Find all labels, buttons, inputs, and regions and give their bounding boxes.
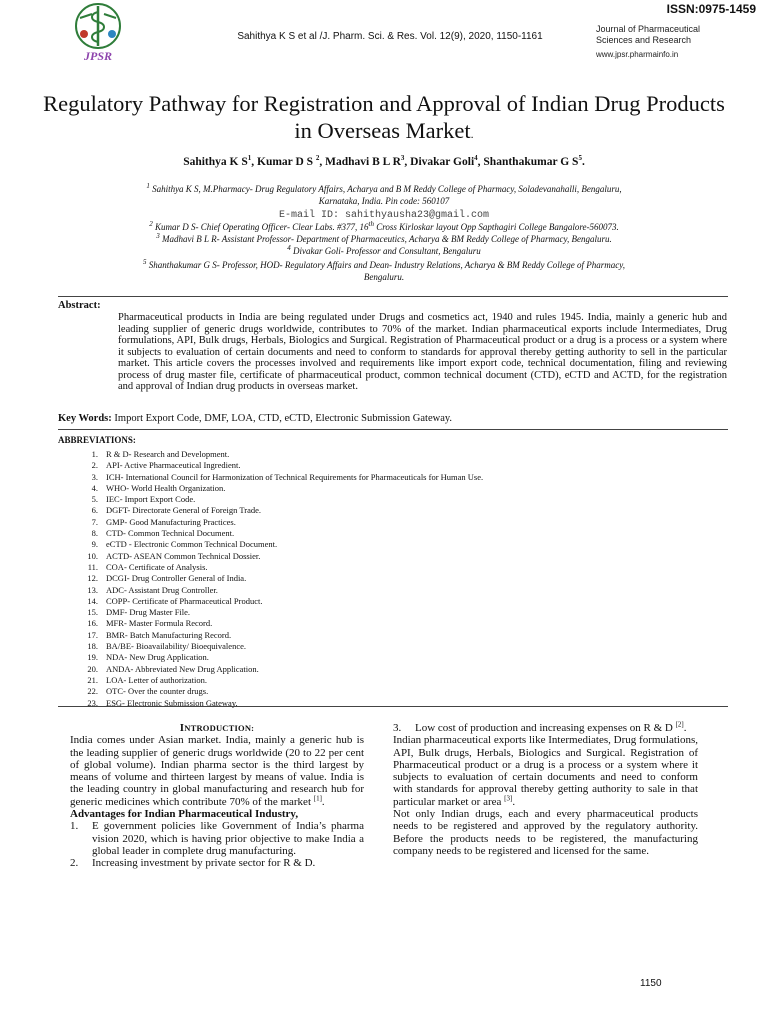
abbreviation-text: NDA- New Drug Application. (106, 652, 209, 663)
affiliation-5-line2: Bengaluru. (363, 272, 405, 282)
keywords-label: Key Words: (58, 413, 112, 424)
abbreviation-number: 1. (91, 449, 98, 459)
abbreviation-number: 5. (91, 494, 98, 505)
abbreviation-number: 3. (91, 471, 98, 482)
author-5: Shanthakumar G S (483, 156, 579, 168)
keywords (58, 413, 728, 424)
author-1: Sahithya K S (183, 156, 248, 168)
title-end: . (470, 127, 474, 141)
advantages-list (70, 820, 364, 869)
abbreviations-list (58, 449, 483, 709)
affiliation-sup: 4 (287, 244, 291, 252)
author-sup: 3 (400, 154, 405, 163)
citation: [2] (675, 720, 684, 729)
abbreviation-item (58, 528, 483, 539)
page-number: 1150 (640, 978, 662, 989)
abbreviation-item (58, 675, 483, 686)
heading-initial: I (179, 722, 185, 734)
abbreviation-text: ACTD- ASEAN Common Technical Dossier. (106, 550, 261, 561)
abbreviation-text: DCGI- Drug Controller General of India. (106, 573, 247, 584)
abbreviation-text: ICH- International Council for Harmonization of Technical Requirements for Pharmaceuticals for Human Use. (106, 471, 484, 482)
abbreviation-text: DGFT- Directorate General of Foreign Trade. (106, 505, 262, 516)
abbreviation-number: 10. (87, 550, 98, 561)
heading-rest: NTRODUCTION: (184, 723, 255, 733)
abbreviations-bottom-rule (58, 706, 728, 707)
author-sep: . (581, 156, 585, 168)
abbreviation-text: LOA- Letter of authorization. (106, 674, 208, 685)
abbreviation-text: OTC- Over the counter drugs. (106, 686, 209, 697)
abbreviation-item (58, 505, 483, 516)
running-head: Sahithya K S et al /J. Pharm. Sci. & Res. Vol. 12(9), 2020, 1150-1161 (237, 31, 543, 42)
list-number: 3. (393, 722, 402, 734)
affiliation-sup: 2 (149, 220, 153, 228)
affiliation-2 (40, 222, 728, 233)
abbreviation-number: 17. (87, 629, 98, 640)
author-3: Madhavi B L R (325, 156, 401, 168)
abbreviation-number: 12. (87, 573, 98, 584)
abbreviation-item (58, 449, 483, 460)
issn: ISSN:0975-1459 (666, 2, 756, 16)
abbreviation-item (58, 573, 483, 584)
abbreviation-number: 2. (91, 460, 98, 471)
right-column (393, 722, 698, 857)
list-item (70, 857, 364, 869)
journal-name: Journal of Pharmaceutical Sciences and Research (596, 24, 701, 45)
abbreviation-item (58, 551, 483, 562)
abbreviations-label: ABBREVIATIONS: (58, 435, 136, 445)
author-sep: , (477, 156, 484, 168)
abbreviation-number: 4. (91, 482, 98, 493)
abbreviation-number: 22. (87, 686, 98, 697)
abbreviation-text: IEC- Import Export Code. (106, 494, 196, 505)
corresponding-email: E-mail ID: sahithyausha23@gmail.com (278, 210, 490, 221)
affiliation-sup: 5 (142, 258, 147, 266)
abbreviation-number: 20. (87, 663, 98, 674)
author-sup: 2 (315, 154, 320, 163)
abbreviation-text: API- Active Pharmaceutical Ingredient. (106, 460, 241, 471)
abbreviation-text: ANDA- Abbreviated New Drug Application. (106, 663, 259, 674)
abbreviation-item (58, 618, 483, 629)
affiliation-sup: 3 (156, 232, 160, 240)
abbreviation-text: R & D- Research and Development. (106, 449, 230, 459)
author-sep: , (251, 156, 257, 168)
author-sup: 1 (247, 154, 252, 163)
abbreviation-item (58, 517, 483, 528)
abbreviation-item (58, 494, 483, 505)
affiliation-text: Cross Kirloskar layout Opp Sapthagiri College Bangalore-560073. (373, 222, 619, 232)
affiliation-3 (40, 234, 728, 245)
abstract-text: Pharmaceutical products in India are being regulated under Drugs and cosmetics act, 1940 and rules 1945. India, mainly a generic hub and leading supplier of generic drugs worldwide, contributes to 70% of the market. Indian pharmaceutical exports include Intermediates, Drug formulations, API, Bulk drugs, Herbals, Biologics and Surgical. Registration of Pharmaceutical product or a drug is a process or a system where it subjects to evaluation of certain documents and need to conform to standards for approval thereby getting authority to sell in the particular market. This article covers the processes involved and requirements like import export code, technical documentation, filing and reviewing process of drug master file, certificate of pharmaceutical product, common technical document (CTD), eCTD and ACTD, for the registration and approval of Indian drug products in overseas market. (118, 312, 727, 392)
journal-website: www.jpsr.pharmainfo.in (596, 50, 679, 59)
affiliation-5 (40, 260, 728, 271)
introduction-paragraph (70, 734, 364, 808)
abbreviation-text: CTD- Common Technical Document. (106, 528, 235, 539)
author-sup: 4 (474, 154, 478, 163)
abstract-top-rule (58, 296, 728, 297)
list-text: E government policies like Government of India’s pharma vision 2020, which is having prior objective to make India a global leader in complete drug manufacturing. (92, 820, 364, 857)
abbreviation-text: COA- Certificate of Analysis. (106, 561, 208, 572)
list-text-end: . (683, 722, 687, 734)
abbreviation-text: GMP- Good Manufacturing Practices. (106, 516, 236, 527)
author-sup: 5 (578, 154, 582, 163)
abbreviation-item (58, 664, 483, 675)
abbreviation-item (58, 652, 483, 663)
affiliation-4 (40, 246, 728, 257)
paragraph-text: India comes under Asian market. India, mainly a generic hub is the leading supplier of generic drugs worldwide (20 to 22 per cent of global volume). Indian pharma sector is the third largest by means of volume and thirteen largest by means of value. India is the leading country in global manufacturing and research hub for generic medicines which contribute 70% of the market (70, 734, 364, 808)
logo-text: JPSR (83, 49, 113, 63)
abbreviation-number: 14. (87, 595, 98, 606)
abbreviation-item (58, 483, 483, 494)
abstract-label: Abstract: (58, 300, 101, 311)
journal-logo (68, 0, 128, 66)
abbreviation-item (58, 607, 483, 618)
affiliation-text: Madhavi B L R- Assistant Professor- Department of Pharmaceutics, Acharya & BM Reddy College of Pharmacy, Bengaluru. (159, 234, 612, 244)
abbreviation-text: BMR- Batch Manufacturing Record. (106, 629, 232, 640)
registration-paragraph: Not only Indian drugs, each and every pharmaceutical products needs to be registered and approved by the regulatory authority. Before the products needs to be registered, the manufacturing company needs to be registered and licensed for the same. (393, 808, 698, 857)
affiliation-text: Kumar D S- Chief Operating Officer- Clear Labs. #377, 16 (152, 222, 369, 232)
abbreviation-number: 23. (87, 697, 98, 708)
paragraph-text: Indian pharmaceutical exports like Intermediates, Drug formulations, API, Bulk drugs, Herbals, Biologics and Surgical. Registration of Pharmaceutical product or a drug is a process or a system where it subjects to evaluation of certain documents and need to conform with standards for approval thereby getting authority to sale in that particular market or area (393, 734, 698, 808)
affiliation-1-line2: Karnataka, India. Pin code: 560107 (318, 196, 450, 206)
affiliation-text: Divakar Goli- Professor and Consultant, Bengaluru (290, 246, 481, 256)
paper-title (40, 90, 728, 148)
abbreviation-number: 16. (87, 618, 98, 629)
abbreviation-item (58, 562, 483, 573)
list-item (70, 820, 364, 857)
advantages-list-continued (393, 722, 698, 734)
exports-paragraph (393, 734, 698, 808)
citation: [3] (504, 794, 513, 803)
abbreviation-number: 7. (91, 516, 98, 527)
list-item (393, 722, 698, 734)
title-main: Regulatory Pathway for Registration and Approval of Indian Drug Products in Overseas Market (43, 91, 725, 143)
introduction-heading (70, 722, 364, 734)
abbreviation-number: 18. (87, 641, 98, 652)
abbreviation-text: ADC- Assistant Drug Controller. (106, 584, 218, 595)
paragraph-end: . (321, 795, 325, 808)
affiliation-1 (40, 184, 728, 195)
advantages-heading: Advantages for Indian Pharmaceutical Industry, (70, 808, 299, 821)
list-text-body: Low cost of production and increasing expenses on R & D (415, 722, 676, 734)
abbreviation-text: DMF- Drug Master File. (106, 607, 191, 618)
abbreviation-text: BA/BE- Bioavailability/ Bioequivalence. (106, 641, 246, 652)
author-2: Kumar D S (257, 156, 316, 168)
citation: [1] (313, 794, 322, 803)
abbreviation-text: COPP- Certificate of Pharmaceutical Product. (106, 595, 263, 606)
abbreviation-item (58, 596, 483, 607)
list-text: Increasing investment by private sector for R & D. (92, 857, 316, 870)
abbreviation-item (58, 585, 483, 596)
abbreviation-text: ESG- Electronic Submission Gateway. (106, 697, 238, 708)
abbreviation-number: 15. (87, 607, 98, 618)
abbreviation-text: eCTD - Electronic Common Technical Document. (106, 539, 278, 550)
author-list (40, 156, 728, 168)
abbreviation-item (58, 698, 483, 709)
abbreviation-text: WHO- World Health Organization. (106, 482, 226, 493)
abbreviation-item (58, 630, 483, 641)
abbreviation-item (58, 460, 483, 471)
left-column (70, 722, 364, 870)
abbreviation-number: 6. (91, 505, 98, 516)
abbreviation-item (58, 472, 483, 483)
affiliation-sup: th (368, 220, 374, 228)
abbreviation-number: 9. (91, 539, 98, 550)
author-sep: , (404, 156, 411, 168)
affiliation-text: Shanthakumar G S- Professor, HOD- Regulatory Affairs and Dean- Industry Relations, Acharya & BM Reddy College of Pharmacy, (146, 260, 626, 270)
abbreviation-number: 21. (87, 674, 98, 685)
abbreviation-number: 11. (87, 561, 98, 572)
abstract-bottom-rule (58, 429, 728, 430)
abbreviation-item (58, 686, 483, 697)
affiliation-sup: 1 (146, 182, 150, 190)
abbreviation-item (58, 539, 483, 550)
paragraph-end: . (512, 795, 516, 808)
author-sep: , (319, 156, 326, 168)
keywords-text: Import Export Code, DMF, LOA, CTD, eCTD, Electronic Submission Gateway. (111, 413, 453, 424)
abbreviation-number: 13. (87, 584, 98, 595)
list-number: 1. (70, 820, 79, 833)
list-number: 2. (70, 857, 79, 870)
abbreviation-text: MFR- Master Formula Record. (106, 618, 213, 629)
abbreviation-number: 8. (91, 528, 98, 539)
affiliation-text: Sahithya K S, M.Pharmacy- Drug Regulatory Affairs, Acharya and B M Reddy College of Pharmacy, Soladevanahalli, Bengaluru, (149, 184, 622, 194)
author-4: Divakar Goli (410, 156, 475, 168)
abbreviation-number: 19. (87, 652, 98, 663)
list-text (415, 722, 698, 734)
abbreviation-item (58, 641, 483, 652)
